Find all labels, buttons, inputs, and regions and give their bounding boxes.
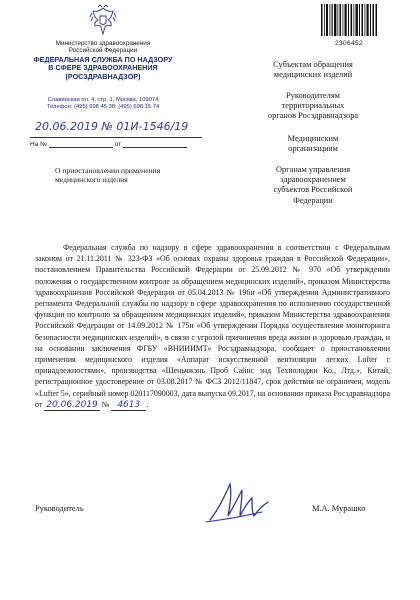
signatory-position: Руководитель bbox=[35, 504, 84, 513]
letter-body-paragraph bbox=[35, 242, 390, 411]
barcode-number: 2306452 bbox=[334, 40, 364, 47]
coat-of-arms-icon bbox=[88, 4, 118, 38]
reference-from-label: от bbox=[114, 141, 122, 148]
recipient-medical-organizations: Медицинским организациям bbox=[287, 134, 339, 154]
recipient-territorial-heads: Руководителям территориальных органов Росздравнадзора bbox=[267, 91, 359, 121]
signature-icon bbox=[200, 476, 280, 528]
reference-number-row bbox=[30, 141, 187, 148]
barcode-icon bbox=[320, 4, 378, 36]
reference-number-line bbox=[49, 147, 113, 148]
ministry-name: Министерство здравоохранения Российской Федерации bbox=[55, 40, 151, 54]
letter-subject: О приостановлении применения медицинского изделия bbox=[55, 166, 161, 185]
letter-body-text: Федеральная служба по надзору в сфере здравоохранения в соответствии с Федеральным законом от 21.11.2011 № 323-ФЗ «Об основах охраны здоровья граждан в Российской Федерации», постановлением Правительства Российской Федерации от 25.09.2012 № 970 «Об утверждении положения о государственном контроле за обращением медицинских изделий», приказом Министерства здравоохранения Российской Федерации от 05.04.2013 № 196н «Об утверждении Административного регламента Федеральной службы по надзору в сфере здравоохранения по исполнению государственной функции по контролю за обращением медицинских изделий», приказом Министерства здравоохранения Российской Федерации от 14.09.2012 № 175н «Об утверждении Порядка осуществления мониторинга безопасности медицинских изделий», в связи с угрозой причинения вреда жизни и здоровью граждан, и на основании заключения ФГБУ «ВНИИИМТ» Росздравнадзора, сообщает о приостановлении применения медицинского изделия «Аппарат искусственной вентиляции легких Lufter с принадлежностями», производства «Шеньчжэнь Проб Сайнс энд Технолоджи Ко., Лтд.», Китай, регистрационное удостоверение от 03.08.2017 № ФСЗ 2012/11847, срок действия не ограничен, модель «Lufter 5», серийный номер 020117090003, дата выпуска 09.2017, на основании приказа Росздравнадзора bbox=[35, 243, 390, 398]
recipient-circulation-subjects: Субъектам обращения медицинских изделий bbox=[273, 60, 353, 80]
order-end: . bbox=[146, 399, 149, 409]
order-number-label: № bbox=[101, 399, 110, 409]
letter-body bbox=[35, 242, 390, 411]
reference-date-line bbox=[123, 147, 187, 148]
signatory-name: М.А. Мурашко bbox=[312, 504, 366, 513]
reference-number-label: На № bbox=[30, 141, 48, 148]
order-prefix: от bbox=[35, 399, 43, 409]
agency-name: ФЕДЕРАЛЬНАЯ СЛУЖБА ПО НАДЗОРУ В СФЕРЕ ЗДРАВООХРАНЕНИЯ (РОСЗДРАВНАДЗОР) bbox=[33, 55, 173, 81]
order-number-handwritten: 4613 bbox=[111, 400, 146, 411]
outgoing-date-handwritten: 20.06.2019 № 01И-1546/19 bbox=[35, 120, 189, 133]
recipient-health-authorities: Органам управления здравоохранением субъектов Российской Федерации bbox=[273, 165, 353, 205]
order-date-handwritten: 20.06.2019 bbox=[46, 399, 98, 410]
agency-address: Славянская пл. 4, стр. 1, Москва, 109074 Телефон: (495) 698 45 38; (495) 698 15 74 bbox=[46, 97, 160, 111]
